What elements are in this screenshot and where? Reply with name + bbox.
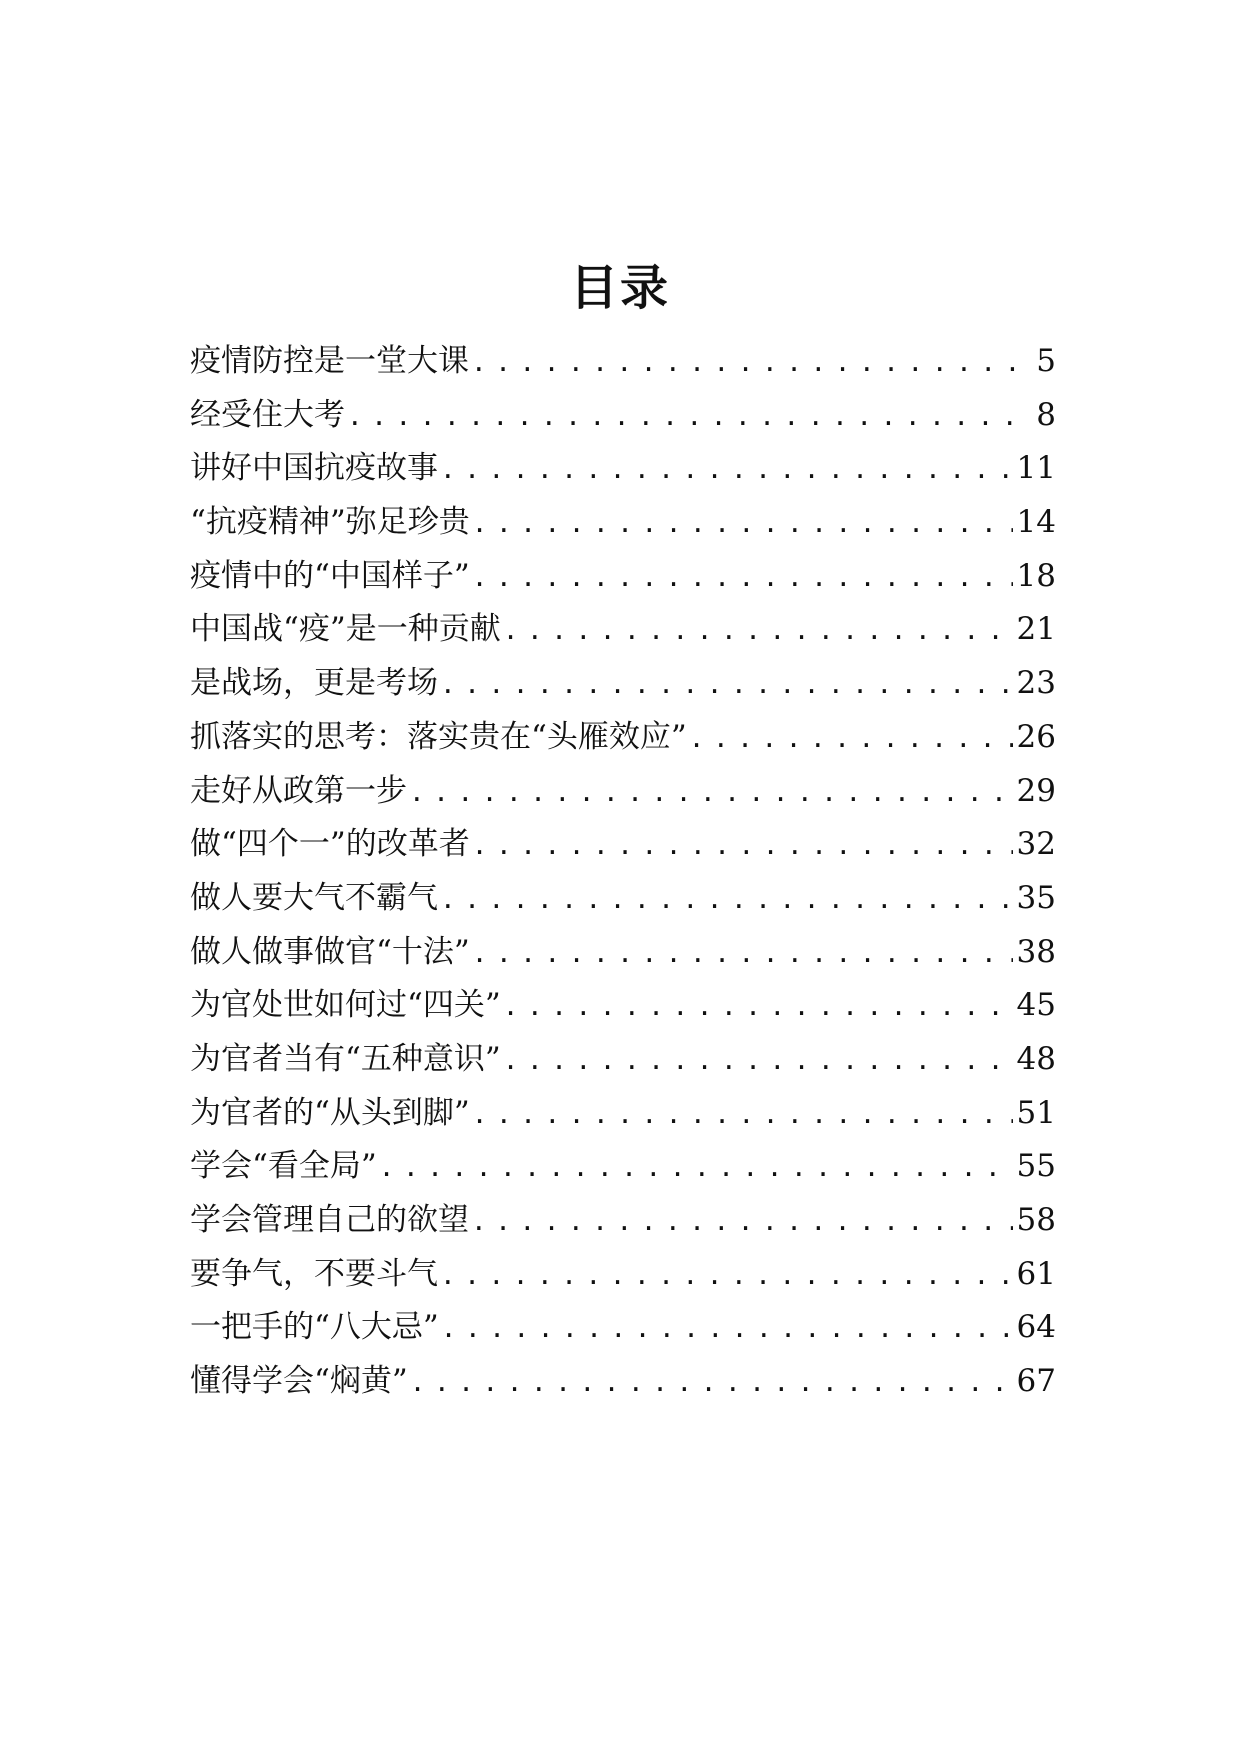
dot-leader <box>472 498 1013 552</box>
toc-page-number: 58 <box>1016 1202 1056 1238</box>
toc-entry-title: 经受住大考 <box>190 396 345 433</box>
toc-entry-title: 疫情中的“中国样子” <box>190 557 470 594</box>
toc-page-number: 32 <box>1016 826 1056 863</box>
toc-list <box>190 335 1056 1409</box>
toc-entry[interactable] <box>190 765 1056 819</box>
toc-entry[interactable] <box>190 1033 1056 1087</box>
toc-page-number: 45 <box>1016 987 1056 1024</box>
toc-entry[interactable] <box>190 1355 1056 1409</box>
toc-entry[interactable] <box>190 818 1056 872</box>
toc-entry[interactable] <box>190 872 1056 926</box>
dot-leader <box>471 337 1032 391</box>
toc-entry-title: 为官者的“从头到脚” <box>190 1094 470 1131</box>
toc-entry-title: 走好从政第一步 <box>190 772 407 809</box>
toc-page-number: 5 <box>1036 343 1056 379</box>
toc-page-number: 29 <box>1016 772 1056 809</box>
toc-entry[interactable] <box>190 979 1056 1033</box>
toc-entry-title: 讲好中国抗疫故事 <box>190 450 438 487</box>
toc-page-number: 67 <box>1016 1363 1056 1400</box>
dot-leader <box>440 659 1013 713</box>
dot-leader <box>379 1142 1013 1196</box>
dot-leader <box>409 767 1013 821</box>
toc-entry[interactable] <box>190 657 1056 711</box>
toc-page-number: 23 <box>1016 665 1056 702</box>
toc-page-number: 48 <box>1016 1040 1056 1077</box>
toc-entry-title: 学会“看全局” <box>190 1148 377 1185</box>
dot-leader <box>440 444 1013 498</box>
toc-entry[interactable] <box>190 550 1056 604</box>
dot-leader <box>472 928 1013 982</box>
toc-entry[interactable] <box>190 389 1056 443</box>
dot-leader <box>503 605 1013 659</box>
toc-page-number: 8 <box>1036 396 1056 433</box>
dot-leader <box>471 1196 1013 1250</box>
dot-leader <box>410 1357 1013 1411</box>
toc-entry-title: 要争气，不要斗气 <box>190 1255 438 1292</box>
toc-entry-title: 是战场，更是考场 <box>190 665 438 702</box>
dot-leader <box>440 874 1013 928</box>
toc-entry-title: 疫情防控是一堂大课 <box>190 343 469 379</box>
dot-leader <box>472 820 1013 874</box>
toc-entry-title: “抗疫精神”弥足珍贵 <box>190 504 470 541</box>
toc-page-number: 38 <box>1016 933 1056 970</box>
toc-entry[interactable] <box>190 1194 1056 1248</box>
toc-page-number: 14 <box>1016 504 1056 541</box>
toc-page-number: 55 <box>1016 1148 1056 1185</box>
toc-entry[interactable] <box>190 926 1056 980</box>
dot-leader <box>441 1303 1013 1357</box>
toc-page-number: 51 <box>1016 1094 1056 1131</box>
toc-entry-title: 为官者当有“五种意识” <box>190 1040 501 1077</box>
dot-leader <box>440 1250 1013 1304</box>
toc-entry[interactable] <box>190 711 1056 765</box>
toc-entry-title: 为官处世如何过“四关” <box>190 987 501 1024</box>
dot-leader <box>689 713 1013 767</box>
toc-page-number: 21 <box>1016 611 1056 648</box>
toc-page-number: 11 <box>1016 450 1056 487</box>
dot-leader <box>503 1035 1013 1089</box>
toc-page-number: 64 <box>1016 1309 1056 1346</box>
toc-entry[interactable] <box>190 1301 1056 1355</box>
dot-leader <box>472 552 1013 606</box>
toc-entry-title: 做“四个一”的改革者 <box>190 826 470 863</box>
toc-entry[interactable] <box>190 1140 1056 1194</box>
dot-leader <box>347 391 1032 445</box>
toc-entry-title: 做人做事做官“十法” <box>190 933 470 970</box>
toc-entry-title: 懂得学会“焖黄” <box>190 1363 408 1400</box>
toc-entry[interactable] <box>190 1248 1056 1302</box>
toc-page-number: 61 <box>1016 1255 1056 1292</box>
dot-leader <box>503 981 1013 1035</box>
toc-entry-title: 抓落实的思考：落实贵在“头雁效应” <box>190 718 687 755</box>
toc-title: 目录 <box>569 260 670 316</box>
toc-entry-title: 一把手的“八大忌” <box>190 1309 439 1346</box>
toc-entry-title: 学会管理自己的欲望 <box>190 1202 469 1238</box>
toc-page-number: 35 <box>1016 879 1056 916</box>
toc-entry-title: 中国战“疫”是一种贡献 <box>190 611 501 648</box>
toc-page-number: 18 <box>1016 557 1056 594</box>
toc-entry-title: 做人要大气不霸气 <box>190 879 438 916</box>
toc-entry[interactable] <box>190 335 1056 389</box>
dot-leader <box>472 1089 1013 1143</box>
toc-entry[interactable] <box>190 496 1056 550</box>
toc-entry[interactable] <box>190 442 1056 496</box>
toc-page-number: 26 <box>1016 718 1056 755</box>
toc-entry[interactable] <box>190 603 1056 657</box>
toc-entry[interactable] <box>190 1087 1056 1141</box>
